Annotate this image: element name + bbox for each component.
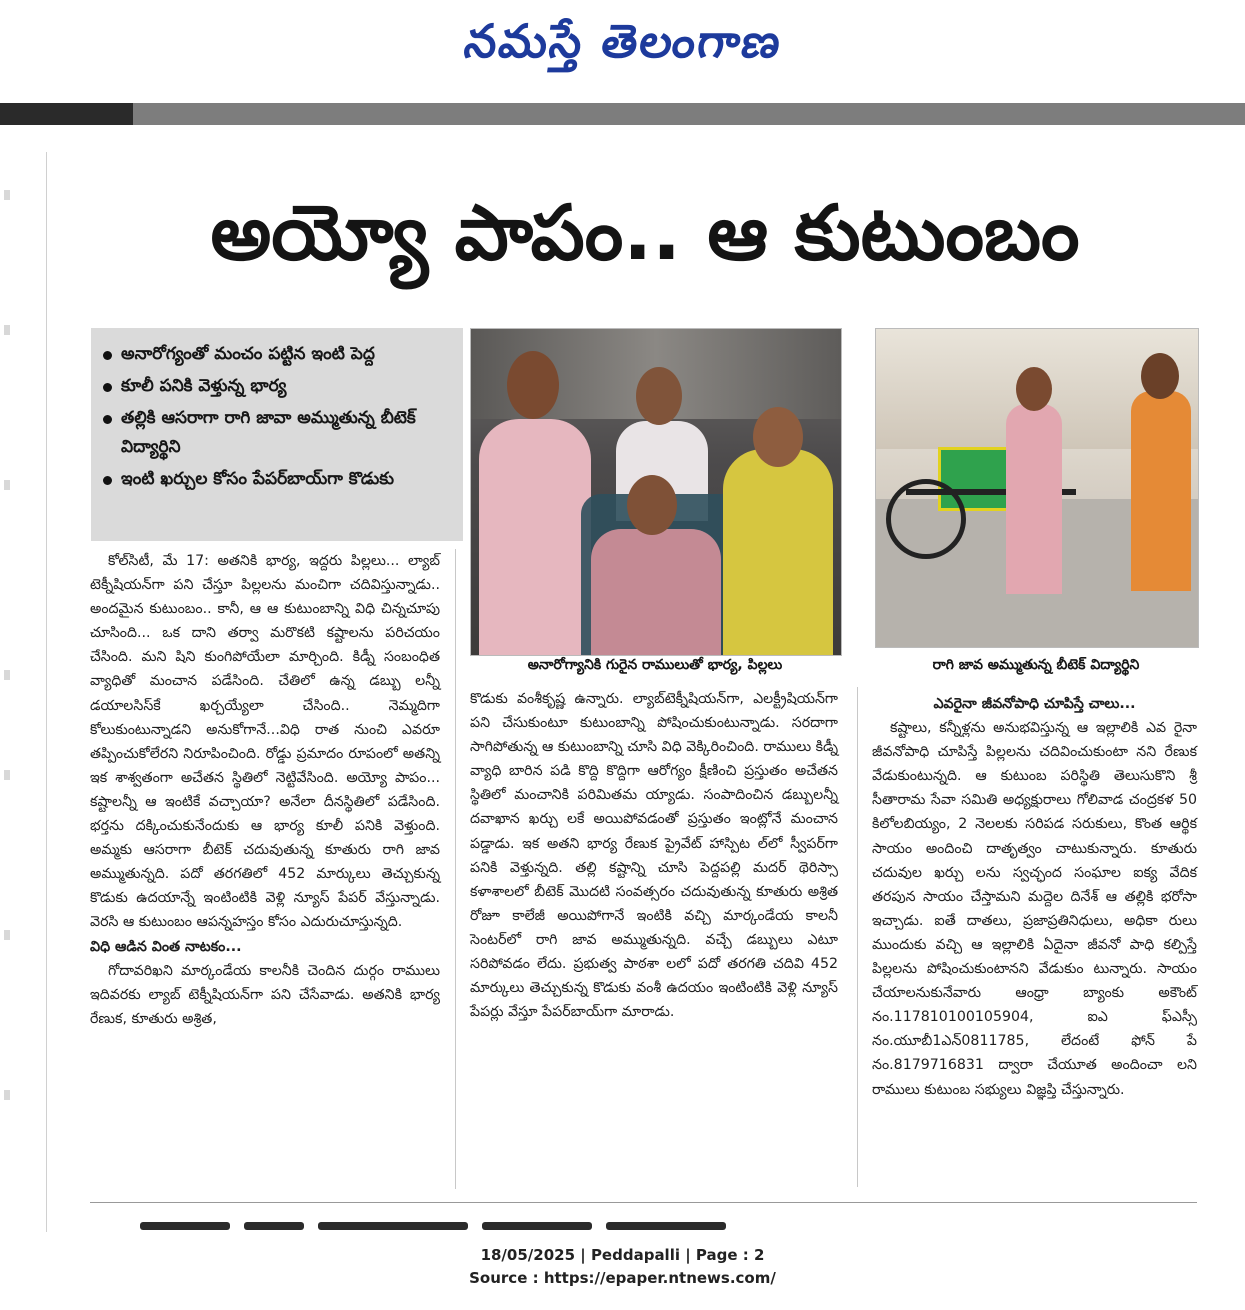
header-bar-dark — [0, 103, 133, 125]
column-separator — [857, 687, 858, 1187]
highlight-item: అనారోగ్యంతో మంచం పట్టిన ఇంటి పెద్ద — [101, 340, 455, 369]
article-column-3 — [872, 692, 1197, 1102]
article-divider — [90, 1202, 1197, 1203]
article-column-1 — [90, 549, 440, 1031]
page-footer — [0, 1244, 1245, 1290]
article-headline: అయ్యో పాపం.. ఆ కుటుంబం — [210, 188, 1080, 277]
paragraph: కష్టాలు, కన్నీళ్లను అనుభవిస్తున్న ఆ ఇల్లాలికి ఎవ రైనా జీవనోపాధి చూపిస్తే పిల్లలను చదివించుకుంటా నని రేణుక వేడుకుంటున్నది. ఆ కుటుంబ పరిస్థితి తెలుసుకొని శ్రీ సీతారామ సేవా సమితి అధ్యక్షురాలు గోలివాడ చంద్రకళ 50 కిలోలబియ్యం, 2 నెలలకు సరిపడ సరుకులు, కొంత ఆర్థిక సాయం అందించి దాతృత్వం చాటుకున్నారు. కూతురు చదువుల ఖర్చు లను స్వచ్ఛంద సంఘాల ఐక్య వేదిక తరపున సాయం చేస్తామని మద్దెల దినేశ్ ఆ తల్లికి భరోసా ఇచ్చాడు. ఐతే దాతలు, ప్రజాప్రతినిధులు, అధికా రులు ముందుకు వచ్చి ఆ ఇల్లాలికి ఏదైనా జీవనో పాధి కల్పిస్తే పిల్లలను పోషించుకుంటానని వేడుకుం టున్నారు. సాయం చేయాలనుకునేవారు ఆంధ్రా బ్యాంకు అకౌంట్ నం.117810100105904, ఐఎ ఫ్ఎస్సీ నం.యూబీ1ఎన్0811785, లేదంటే ఫోన్ పే నం.8179716831 ద్వారా చేయూత అందించా లని రాములు కుటుంబ సభ్యులు విజ్ఞప్తి చేస్తున్నారు. — [872, 720, 1197, 1098]
subheading: విధి ఆడిన వింత నాటకం... — [90, 938, 242, 955]
highlight-item: కూలీ పనికి వెళ్తున్న భార్య — [101, 372, 455, 401]
header-bar-grey — [133, 103, 1245, 125]
paragraph: గోదావరిఖని మార్కండేయ కాలనీకి చెందిన దుర్గం రాములు ఇదివరకు ల్యాబ్ టెక్నీషియన్‌గా పని చేసేవాడు. అతనికి భార్య రేణుక, కూతురు అశ్రిత, — [90, 962, 440, 1027]
edition-info: 18/05/2025 | Peddapalli | Page : 2 — [480, 1246, 765, 1264]
column-separator — [455, 549, 456, 1189]
article-column-2 — [470, 687, 838, 1024]
subheading: ఎవరైనా జీవనోపాధి చూపిస్తే చాలు... — [933, 696, 1136, 712]
highlights-box — [91, 328, 463, 541]
page-margin-strip — [0, 150, 20, 1230]
highlight-item: ఇంటి ఖర్చుల కోసం పేపర్‌బాయ్‌గా కొడుకు — [101, 465, 455, 494]
source-link[interactable]: Source : https://epaper.ntnews.com/ — [469, 1269, 776, 1287]
next-article-headline-cropped — [140, 1212, 780, 1232]
masthead — [0, 0, 1245, 100]
stall-photo — [875, 328, 1199, 648]
paragraph: కోల్‌సిటీ, మే 17: అతనికి భార్య, ఇద్దరు పిల్లలు... ల్యాబ్ టెక్నీషియన్‌గా పని చేస్తూ పిల్లలను మంచిగా చదివిస్తున్నాడు.. అందమైన కుటుంబం.. కానీ, ఆ ఆ కుటుంబాన్ని విధి చిన్నచూపు చూసింది... ఒక దాని తర్వా మరొకటి కష్టాలను పరిచయం చేసింది. మని షిని కుంగిపోయేలా మార్చింది. కిడ్నీ సంబంధిత వ్యాధితో మంచాన పడేసింది. చేతిలో ఉన్న డబ్బు లన్నీ డయాలసిస్‌కే ఖర్చయ్యేలా చేసింది.. నెమ్మదిగా కోలుకుంటున్నాడని అనుకోగానే...విధి రాత నుంచి ఎవరూ తప్పించుకోలేరని నిరూపించింది. రోడ్డు ప్రమాదం రూపంలో అతన్ని ఇక శాశ్వతంగా అచేతన స్థితిలో నెట్టివేసింది. అయ్యో పాపం... కష్టాలన్నీ ఆ ఇంటికే వచ్చాయా? అనేలా దీనస్థితిలో పడేసింది. భర్తను దక్కించుకునేందుకు ఆ భార్య కూలీ పనికి వెళ్తుంది. అమ్మకు ఆసరాగా బీటెక్ చదువుతున్న కూతురు రాగి జావ అమ్ముతున్నది. పదో తరగతిలో 452 మార్కులు తెచ్చుకున్న కొడుకు ఉదయాన్నే ఇంటింటికి వెళ్లి న్యూస్ పేపర్ వేస్తున్నాడు. వెరసి ఆ కుటుంబం ఆపన్నహస్తం కోసం ఎదురుచూస్తున్నది. — [90, 553, 440, 931]
family-photo — [470, 328, 842, 656]
family-photo-caption: అనారోగ్యానికి గురైన రాములుతో భార్య, పిల్లలు — [527, 657, 783, 673]
page-edge-line — [46, 152, 47, 1232]
paragraph: కొడుకు వంశీకృష్ణ ఉన్నారు. ల్యాబ్‌టెక్నీషియన్‌గా, ఎలక్ట్రీషియన్‌గా పని చేసుకుంటూ కుటుంబాన్ని పోషించుకుంటున్నాడు. సరదాగా సాగిపోతున్న ఆ కుటుంబాన్ని చూసి విధి వెక్కిరించింది. రాములు కిడ్నీ వ్యాధి బారిన పడి కొద్ది కొద్దిగా ఆరోగ్యం క్షీణించి ప్రస్తుతం అచేతన స్థితిలో మంచానికి పరిమితమ య్యాడు. సంపాదించిన డబ్బులన్నీ దవాఖాన ఖర్చు లకే అయిపోవడంతో ప్రస్తుతం ఇంట్లోనే మంచాన పడ్డాడు. ఇక అతని భార్య రేణుక ప్రైవేట్ హాస్పిట ల్‌లో స్వీపర్‌గా పనికి వెళ్తున్నది. తల్లి కష్టాన్ని చూసి పెద్దపల్లి మదర్ థెరిస్సా కళాశాలలో బీటెక్ మొదటి సంవత్సరం చదువుతున్న కూతురు అశ్రిత రోజూ కాలేజీ అయిపోగానే ఇంటికి వచ్చి మార్కండేయ కాలనీ సెంటర్‌లో రాగి జావ అమ్ముతున్నది. వచ్చే డబ్బులు ఎటూ సరిపోవడం లేదు. ప్రభుత్వ పాఠశా లలో పదో తరగతి చదివి 452 మార్కులు తెచ్చుకున్న కొడుకు వంశీ ఉదయం ఇంటింటికి వెళ్లి న్యూస్ పేపర్లు వేస్తూ పేపర్‌బాయ్‌గా మారాడు. — [470, 691, 838, 1021]
stall-photo-caption: రాగి జావ అమ్ముతున్న బీటెక్ విద్యార్థిని — [932, 657, 1140, 673]
newspaper-logo: నమస్తే తెలంగాణ — [460, 14, 786, 68]
highlight-item: తల్లికి ఆసరాగా రాగి జావా అమ్ముతున్న బీటెక్ విద్యార్థిని — [101, 404, 455, 462]
